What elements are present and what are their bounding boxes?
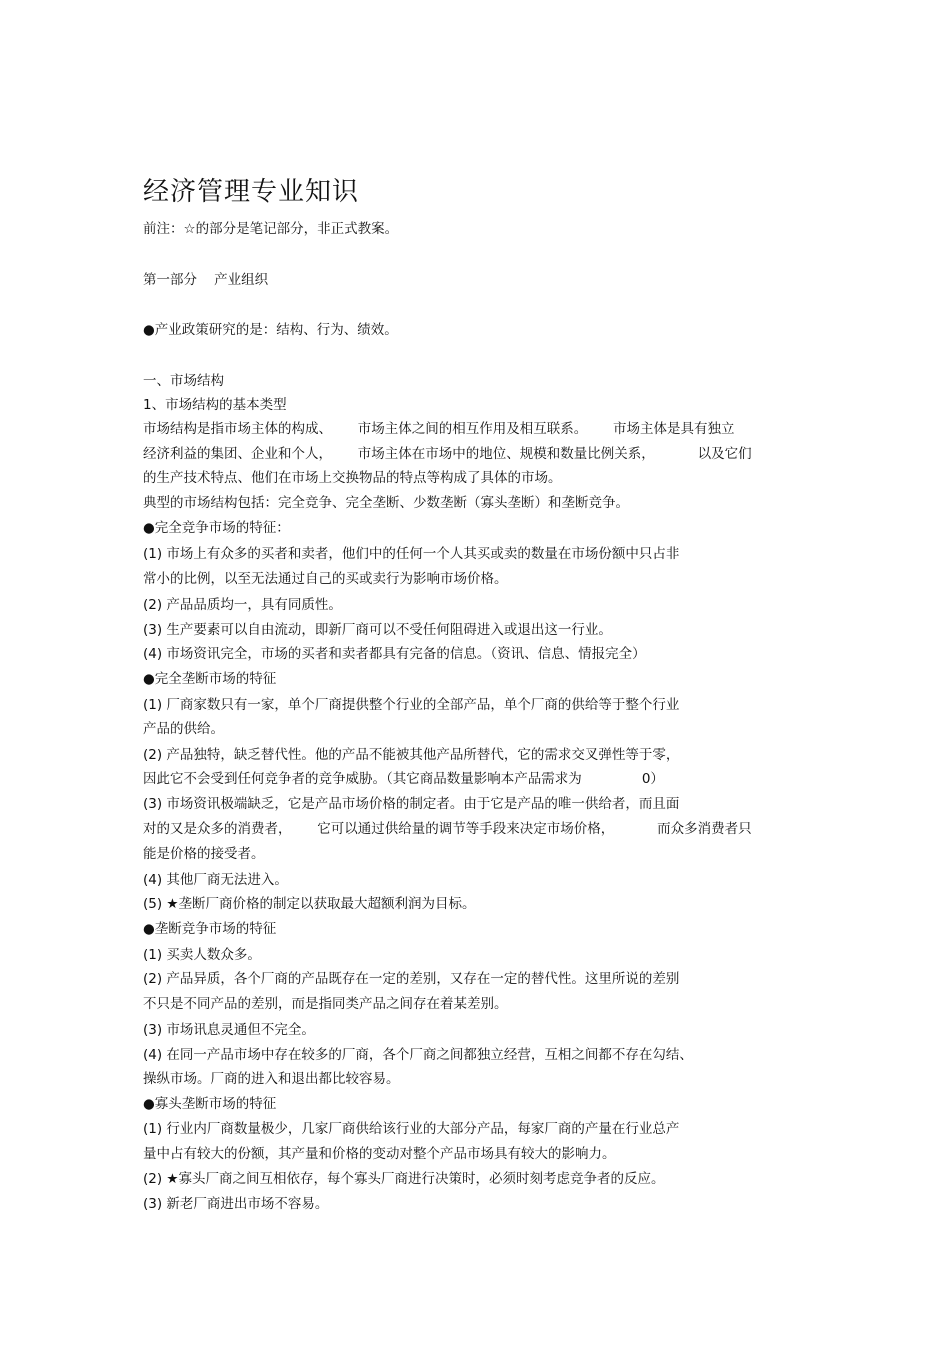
bullet-intro: ●产业政策研究的是：结构、行为、绩效。 (143, 322, 398, 338)
part-heading: 第一部分 产业组织 (143, 272, 269, 288)
paragraph-line: 经济利益的集团、企业和个人， 市场主体在市场中的地位、规模和数量比例关系， 以及它们 (143, 446, 752, 462)
list-item: (2) 产品品质均一，具有同质性。 (143, 597, 342, 613)
list-item: 常小的比例，以至无法通过自己的买或卖行为影响市场价格。 (143, 571, 508, 587)
list-item: 操纵市场。厂商的进入和退出都比较容易。 (143, 1071, 400, 1087)
list-item: (3) 新老厂商进出市场不容易。 (143, 1196, 329, 1212)
list-item: 产品的供给。 (143, 721, 224, 737)
list-item: 量中占有较大的份额，其产量和价格的变动对整个产品市场具有较大的影响力。 (143, 1146, 616, 1162)
list-item: (1) 市场上有众多的买者和卖者，他们中的任何一个人其买或卖的数量在市场份额中只占非 (143, 546, 680, 562)
list-item: 对的又是众多的消费者， 它可以通过供给量的调节等手段来决定市场价格， 而众多消费者只 (143, 821, 752, 837)
section-bullet-heading: ●完全垄断市场的特征 (143, 671, 277, 687)
section-bullet-heading: ●寡头垄断市场的特征 (143, 1096, 277, 1112)
preface-note: 前注：☆的部分是笔记部分，非正式教案。 (143, 221, 399, 237)
list-item: (3) 市场讯息灵通但不完全。 (143, 1022, 315, 1038)
list-item: (2) ★寡头厂商之间互相依存，每个寡头厂商进行决策时，必须时刻考虑竞争者的反应。 (143, 1171, 665, 1187)
list-item: (4) 其他厂商无法进入。 (143, 872, 288, 888)
list-item: 不只是不同产品的差别，而是指同类产品之间存在着某差别。 (143, 996, 508, 1012)
list-item: 因此它不会受到任何竞争者的竞争威胁。（其它商品数量影响本产品需求为 0） (143, 771, 664, 787)
paragraph-line: 典型的市场结构包括：完全竞争、完全垄断、少数垄断（寡头垄断）和垄断竞争。 (143, 495, 629, 511)
list-item: (4) 在同一产品市场中存在较多的厂商，各个厂商之间都独立经营，互相之间都不存在勾结、 (143, 1047, 693, 1063)
paragraph-line: 市场结构是指市场主体的构成、 市场主体之间的相互作用及相互联系。 市场主体是具有独立 (143, 421, 735, 437)
list-item: (3) 生产要素可以自由流动，即新厂商可以不受任何阻碍进入或退出这一行业。 (143, 622, 612, 638)
document-title: 经济管理专业知识 (143, 177, 360, 207)
section-bullet-heading: ●垄断竞争市场的特征 (143, 921, 277, 937)
list-item: (1) 行业内厂商数量极少，几家厂商供给该行业的大部分产品，每家厂商的产量在行业总产 (143, 1121, 680, 1137)
list-item: (1) 买卖人数众多。 (143, 947, 261, 963)
paragraph-line: 的生产技术特点、他们在市场上交换物品的特点等构成了具体的市场。 (143, 470, 562, 486)
list-item: (4) 市场资讯完全，市场的买者和卖者都具有完备的信息。（资讯、信息、情报完全） (143, 646, 646, 662)
list-item: (1) 厂商家数只有一家，单个厂商提供整个行业的全部产品，单个厂商的供给等于整个行业 (143, 697, 680, 713)
section-heading: 一、市场结构 (143, 373, 224, 389)
list-item: (2) 产品独特，缺乏替代性。他的产品不能被其他产品所替代，它的需求交叉弹性等于零， (143, 747, 680, 763)
list-item: (3) 市场资讯极端缺乏，它是产品市场价格的制定者。由于它是产品的唯一供给者，而且面 (143, 796, 680, 812)
list-item: 能是价格的接受者。 (143, 846, 265, 862)
subsection-heading: 1、市场结构的基本类型 (143, 397, 287, 413)
list-item: (2) 产品异质，各个厂商的产品既存在一定的差别，又存在一定的替代性。这里所说的差别 (143, 971, 680, 987)
section-bullet-heading: ●完全竞争市场的特征： (143, 520, 290, 536)
list-item: (5) ★垄断厂商价格的制定以获取最大超额利润为目标。 (143, 896, 476, 912)
